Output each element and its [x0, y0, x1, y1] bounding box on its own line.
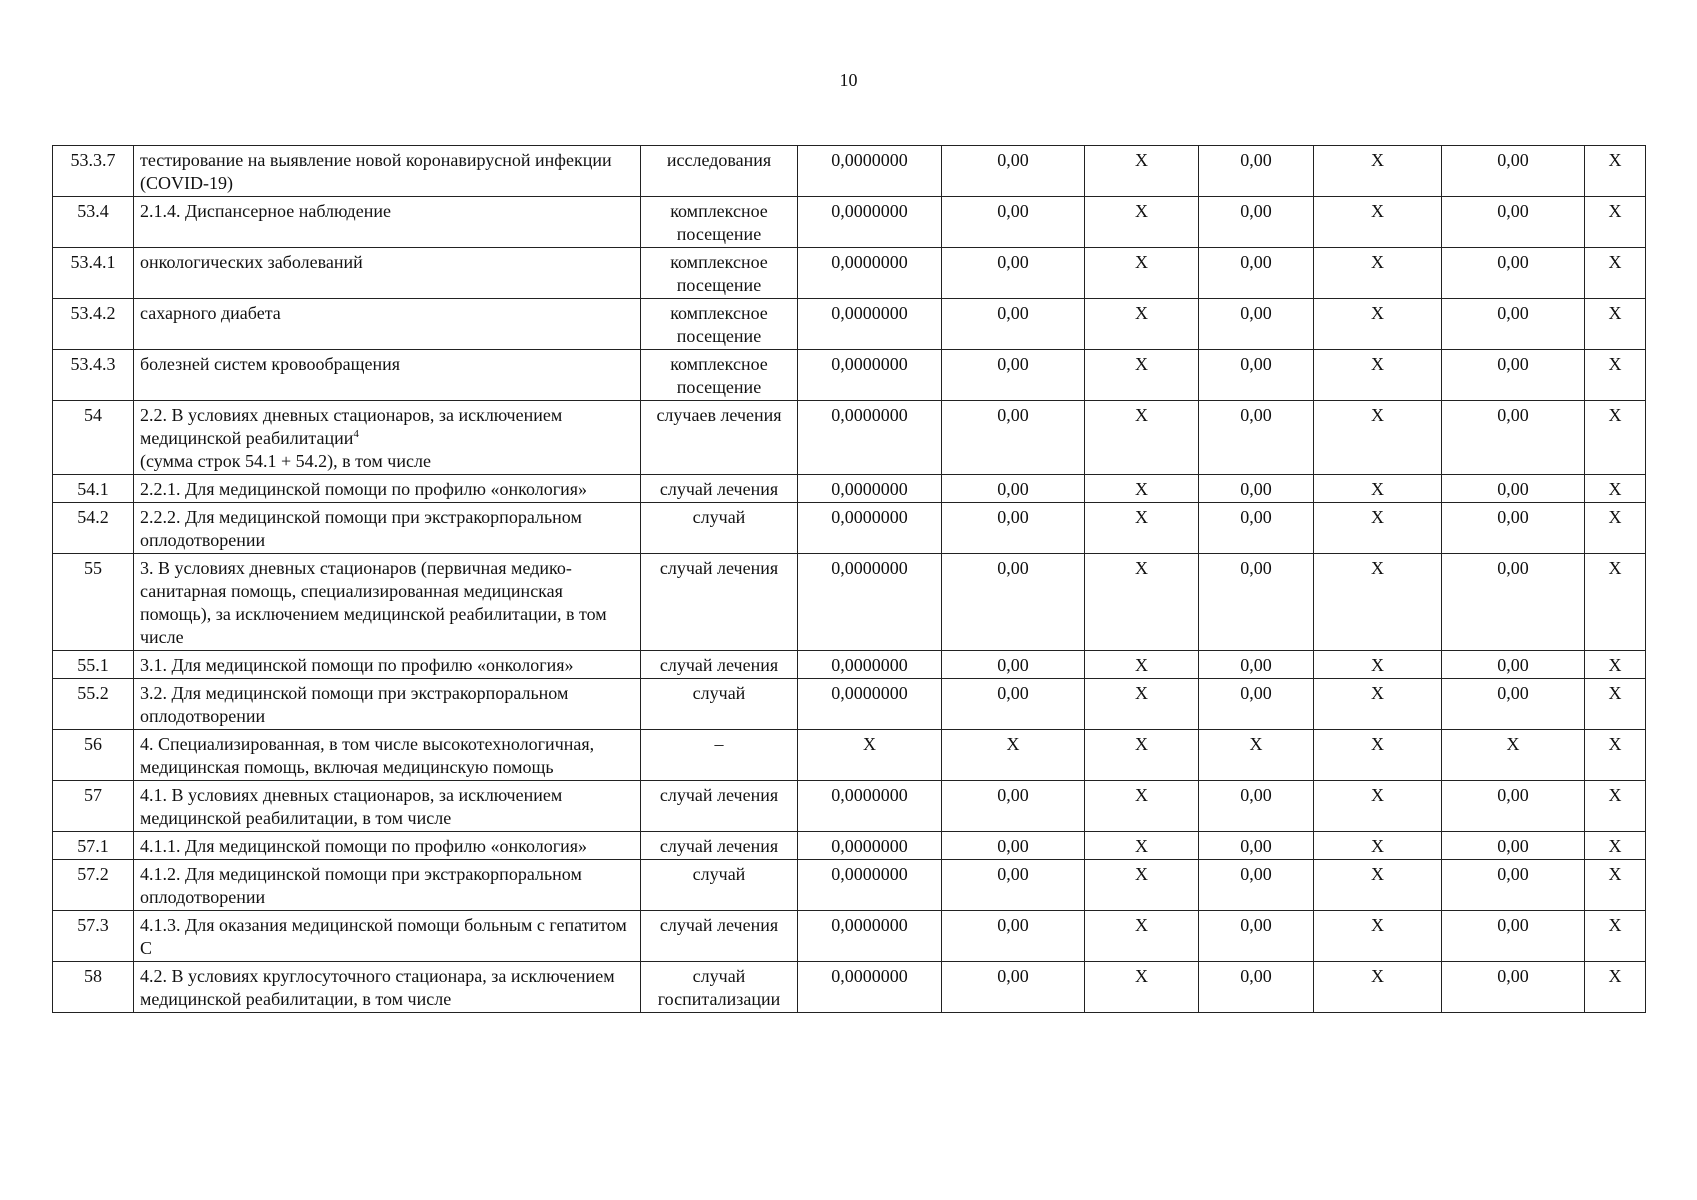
value-col-6: 0,00 — [1442, 401, 1585, 475]
value-col-2: 0,00 — [942, 860, 1085, 911]
row-name: 4.1.1. Для медицинской помощи по профилю «онкология» — [140, 836, 587, 856]
row-number: 54 — [53, 401, 134, 475]
value-col-6: 0,00 — [1442, 554, 1585, 651]
row-number: 54.1 — [53, 475, 134, 503]
table-row — [53, 197, 1646, 248]
value-col-3: X — [1085, 299, 1199, 350]
value-col-3: X — [1085, 860, 1199, 911]
value-col-4: 0,00 — [1199, 146, 1314, 197]
value-col-2: 0,00 — [942, 911, 1085, 962]
value-col-2: 0,00 — [942, 475, 1085, 503]
value-col-2: 0,00 — [942, 832, 1085, 860]
footnote-marker: 4 — [353, 428, 359, 440]
row-name: 4. Специализированная, в том числе высокотехнологичная, медицинская помощь, включая медицинскую помощь — [140, 734, 595, 777]
value-col-2: 0,00 — [942, 962, 1085, 1013]
value-col-7: X — [1585, 860, 1646, 911]
value-col-3: X — [1085, 475, 1199, 503]
value-col-5: X — [1314, 962, 1442, 1013]
row-name-cell — [134, 350, 641, 401]
row-unit: случай лечения — [641, 475, 798, 503]
value-col-2: 0,00 — [942, 299, 1085, 350]
value-col-2: 0,00 — [942, 146, 1085, 197]
row-number: 53.4.2 — [53, 299, 134, 350]
value-col-3: X — [1085, 832, 1199, 860]
table-row — [53, 679, 1646, 730]
value-col-5: X — [1314, 197, 1442, 248]
value-col-6: 0,00 — [1442, 860, 1585, 911]
row-unit: случай — [641, 503, 798, 554]
value-col-7: X — [1585, 962, 1646, 1013]
value-col-7: X — [1585, 832, 1646, 860]
row-unit: комплексное посещение — [641, 197, 798, 248]
row-name: 4.1.3. Для оказания медицинской помощи больным с гепатитом С — [140, 915, 627, 958]
row-name-cell — [134, 860, 641, 911]
row-number: 55 — [53, 554, 134, 651]
row-name: 2.2. В условиях дневных стационаров, за исключением медицинской реабилитации — [140, 405, 563, 448]
value-col-4: 0,00 — [1199, 401, 1314, 475]
value-col-5: X — [1314, 781, 1442, 832]
value-col-7: X — [1585, 651, 1646, 679]
value-col-4: 0,00 — [1199, 475, 1314, 503]
value-col-1: 0,0000000 — [798, 299, 942, 350]
row-number: 58 — [53, 962, 134, 1013]
page-number: 10 — [839, 70, 858, 90]
value-col-2: 0,00 — [942, 781, 1085, 832]
value-col-1: 0,0000000 — [798, 860, 942, 911]
value-col-5: X — [1314, 730, 1442, 781]
value-col-2: X — [942, 730, 1085, 781]
value-col-7: X — [1585, 554, 1646, 651]
row-name-cell — [134, 911, 641, 962]
row-name-cell — [134, 962, 641, 1013]
value-col-5: X — [1314, 299, 1442, 350]
row-unit: случай лечения — [641, 911, 798, 962]
row-number: 57.2 — [53, 860, 134, 911]
table-row — [53, 962, 1646, 1013]
row-name: 3. В условиях дневных стационаров (первичная медико-санитарная помощь, специализированная медицинская помощь), за исключением медицинской реабилитации, в том числе — [140, 558, 607, 647]
value-col-7: X — [1585, 503, 1646, 554]
value-col-3: X — [1085, 679, 1199, 730]
value-col-2: 0,00 — [942, 679, 1085, 730]
row-number: 53.4.3 — [53, 350, 134, 401]
table-row — [53, 911, 1646, 962]
value-col-1: X — [798, 730, 942, 781]
value-col-4: 0,00 — [1199, 832, 1314, 860]
value-col-3: X — [1085, 962, 1199, 1013]
value-col-5: X — [1314, 350, 1442, 401]
row-number: 55.1 — [53, 651, 134, 679]
row-name: тестирование на выявление новой коронавирусной инфекции (COVID-19) — [140, 150, 612, 193]
value-col-5: X — [1314, 475, 1442, 503]
row-name-cell — [134, 197, 641, 248]
value-col-6: 0,00 — [1442, 299, 1585, 350]
value-col-4: 0,00 — [1199, 962, 1314, 1013]
table-row — [53, 503, 1646, 554]
row-name-cell — [134, 651, 641, 679]
row-number: 53.4 — [53, 197, 134, 248]
value-col-4: 0,00 — [1199, 248, 1314, 299]
row-name: сахарного диабета — [140, 303, 281, 323]
value-col-6: 0,00 — [1442, 651, 1585, 679]
value-col-7: X — [1585, 475, 1646, 503]
value-col-1: 0,0000000 — [798, 962, 942, 1013]
table-row — [53, 299, 1646, 350]
table-row — [53, 401, 1646, 475]
row-number: 55.2 — [53, 679, 134, 730]
value-col-4: 0,00 — [1199, 299, 1314, 350]
table-row — [53, 350, 1646, 401]
row-name-continuation: (сумма строк 54.1 + 54.2), в том числе — [140, 451, 431, 471]
row-name: онкологических заболеваний — [140, 252, 363, 272]
row-unit: случай — [641, 860, 798, 911]
value-col-1: 0,0000000 — [798, 350, 942, 401]
value-col-2: 0,00 — [942, 350, 1085, 401]
row-name: 2.2.2. Для медицинской помощи при экстракорпоральном оплодотворении — [140, 507, 582, 550]
row-number: 56 — [53, 730, 134, 781]
row-name: болезней систем кровообращения — [140, 354, 400, 374]
row-name: 4.1. В условиях дневных стационаров, за исключением медицинской реабилитации, в том числе — [140, 785, 563, 828]
row-name: 4.2. В условиях круглосуточного стационара, за исключением медицинской реабилитации, в том числе — [140, 966, 615, 1009]
value-col-7: X — [1585, 299, 1646, 350]
value-col-5: X — [1314, 832, 1442, 860]
value-col-2: 0,00 — [942, 503, 1085, 554]
value-col-6: 0,00 — [1442, 911, 1585, 962]
data-table — [52, 145, 1646, 1013]
value-col-7: X — [1585, 350, 1646, 401]
value-col-1: 0,0000000 — [798, 781, 942, 832]
value-col-6: X — [1442, 730, 1585, 781]
table-row — [53, 554, 1646, 651]
value-col-1: 0,0000000 — [798, 146, 942, 197]
row-name-cell — [134, 503, 641, 554]
value-col-1: 0,0000000 — [798, 401, 942, 475]
value-col-6: 0,00 — [1442, 475, 1585, 503]
table-row — [53, 146, 1646, 197]
value-col-6: 0,00 — [1442, 503, 1585, 554]
table-row — [53, 475, 1646, 503]
row-name: 2.1.4. Диспансерное наблюдение — [140, 201, 391, 221]
value-col-7: X — [1585, 730, 1646, 781]
value-col-1: 0,0000000 — [798, 475, 942, 503]
value-col-4: 0,00 — [1199, 651, 1314, 679]
value-col-3: X — [1085, 248, 1199, 299]
value-col-7: X — [1585, 197, 1646, 248]
value-col-3: X — [1085, 554, 1199, 651]
value-col-3: X — [1085, 651, 1199, 679]
row-unit: комплексное посещение — [641, 350, 798, 401]
value-col-2: 0,00 — [942, 197, 1085, 248]
row-name: 2.2.1. Для медицинской помощи по профилю «онкология» — [140, 479, 587, 499]
value-col-1: 0,0000000 — [798, 248, 942, 299]
value-col-1: 0,0000000 — [798, 911, 942, 962]
value-col-7: X — [1585, 248, 1646, 299]
table-body — [53, 146, 1646, 1013]
value-col-1: 0,0000000 — [798, 679, 942, 730]
value-col-5: X — [1314, 554, 1442, 651]
row-unit: комплексное посещение — [641, 299, 798, 350]
value-col-6: 0,00 — [1442, 962, 1585, 1013]
value-col-3: X — [1085, 350, 1199, 401]
table-row — [53, 730, 1646, 781]
value-col-2: 0,00 — [942, 554, 1085, 651]
value-col-3: X — [1085, 911, 1199, 962]
value-col-6: 0,00 — [1442, 781, 1585, 832]
value-col-6: 0,00 — [1442, 350, 1585, 401]
row-name-cell — [134, 248, 641, 299]
value-col-6: 0,00 — [1442, 679, 1585, 730]
value-col-4: 0,00 — [1199, 781, 1314, 832]
table-row — [53, 832, 1646, 860]
value-col-5: X — [1314, 860, 1442, 911]
value-col-2: 0,00 — [942, 248, 1085, 299]
row-name-cell — [134, 401, 641, 475]
row-number: 53.4.1 — [53, 248, 134, 299]
value-col-7: X — [1585, 146, 1646, 197]
value-col-3: X — [1085, 781, 1199, 832]
value-col-4: 0,00 — [1199, 860, 1314, 911]
row-unit: случаев лечения — [641, 401, 798, 475]
row-unit: случай — [641, 679, 798, 730]
row-number: 54.2 — [53, 503, 134, 554]
table-row — [53, 248, 1646, 299]
row-number: 53.3.7 — [53, 146, 134, 197]
value-col-3: X — [1085, 503, 1199, 554]
value-col-7: X — [1585, 911, 1646, 962]
row-unit: – — [641, 730, 798, 781]
value-col-1: 0,0000000 — [798, 651, 942, 679]
value-col-4: 0,00 — [1199, 503, 1314, 554]
value-col-3: X — [1085, 730, 1199, 781]
row-name-cell — [134, 832, 641, 860]
value-col-5: X — [1314, 651, 1442, 679]
value-col-3: X — [1085, 146, 1199, 197]
value-col-5: X — [1314, 503, 1442, 554]
value-col-4: 0,00 — [1199, 350, 1314, 401]
row-name-cell — [134, 146, 641, 197]
row-name: 3.2. Для медицинской помощи при экстракорпоральном оплодотворении — [140, 683, 569, 726]
value-col-2: 0,00 — [942, 401, 1085, 475]
value-col-1: 0,0000000 — [798, 197, 942, 248]
row-name: 3.1. Для медицинской помощи по профилю «онкология» — [140, 655, 574, 675]
table-row — [53, 651, 1646, 679]
value-col-1: 0,0000000 — [798, 503, 942, 554]
value-col-4: X — [1199, 730, 1314, 781]
value-col-3: X — [1085, 197, 1199, 248]
row-unit: случай госпитализации — [641, 962, 798, 1013]
row-number: 57.3 — [53, 911, 134, 962]
row-unit: случай лечения — [641, 781, 798, 832]
value-col-3: X — [1085, 401, 1199, 475]
row-name-cell — [134, 475, 641, 503]
value-col-7: X — [1585, 781, 1646, 832]
value-col-5: X — [1314, 401, 1442, 475]
value-col-6: 0,00 — [1442, 832, 1585, 860]
row-number: 57.1 — [53, 832, 134, 860]
value-col-4: 0,00 — [1199, 679, 1314, 730]
table-row — [53, 860, 1646, 911]
row-name: 4.1.2. Для медицинской помощи при экстракорпоральном оплодотворении — [140, 864, 582, 907]
row-unit: случай лечения — [641, 554, 798, 651]
row-name-cell — [134, 730, 641, 781]
row-unit: исследования — [641, 146, 798, 197]
value-col-1: 0,0000000 — [798, 554, 942, 651]
value-col-7: X — [1585, 679, 1646, 730]
row-unit: случай лечения — [641, 651, 798, 679]
value-col-4: 0,00 — [1199, 911, 1314, 962]
value-col-5: X — [1314, 248, 1442, 299]
value-col-6: 0,00 — [1442, 146, 1585, 197]
value-col-6: 0,00 — [1442, 197, 1585, 248]
value-col-1: 0,0000000 — [798, 832, 942, 860]
value-col-7: X — [1585, 401, 1646, 475]
value-col-4: 0,00 — [1199, 197, 1314, 248]
row-name-cell — [134, 781, 641, 832]
row-number: 57 — [53, 781, 134, 832]
row-name-cell — [134, 554, 641, 651]
value-col-5: X — [1314, 146, 1442, 197]
table-row — [53, 781, 1646, 832]
value-col-5: X — [1314, 679, 1442, 730]
value-col-2: 0,00 — [942, 651, 1085, 679]
row-name-cell — [134, 299, 641, 350]
row-unit: комплексное посещение — [641, 248, 798, 299]
row-name-cell — [134, 679, 641, 730]
row-unit: случай лечения — [641, 832, 798, 860]
value-col-6: 0,00 — [1442, 248, 1585, 299]
value-col-5: X — [1314, 911, 1442, 962]
value-col-4: 0,00 — [1199, 554, 1314, 651]
